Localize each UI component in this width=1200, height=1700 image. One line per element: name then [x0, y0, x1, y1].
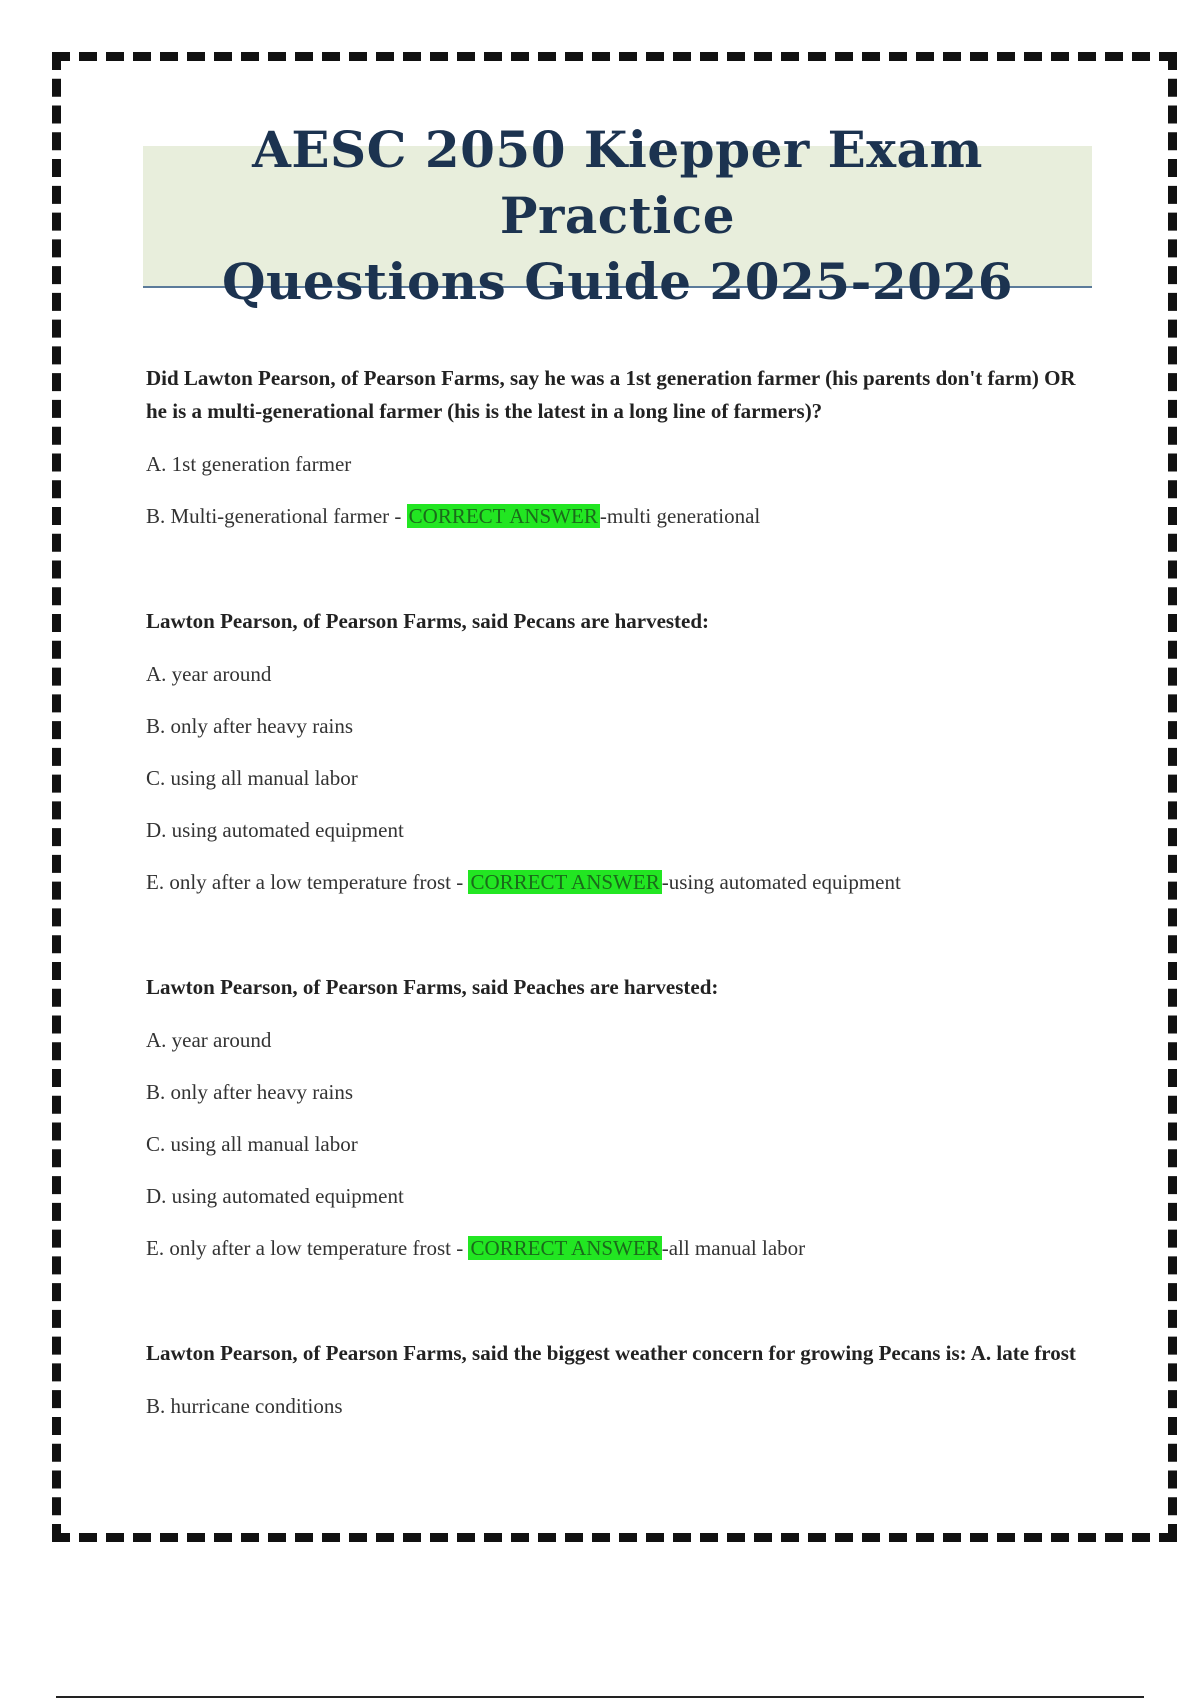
spacer: [146, 552, 1096, 605]
answer-option-text: B. Multi-generational farmer -: [146, 504, 407, 528]
spacer: [146, 918, 1096, 971]
answer-option: B. only after heavy rains: [146, 714, 354, 738]
answer-option: D. using automated equipment: [146, 818, 404, 842]
answer-option: C. using all manual labor: [146, 766, 358, 790]
title-line-1: AESC 2050 Kiepper Exam Practice: [252, 120, 983, 245]
page-title: [143, 117, 1092, 315]
answer-option: B. only after heavy rains: [146, 1080, 354, 1104]
question-block: [146, 971, 1096, 1264]
answer-option-with-key: [146, 1232, 1096, 1264]
correct-answer-text: -all manual labor: [661, 1236, 806, 1260]
questions-list: [146, 362, 1096, 1442]
footer-rule: [56, 1696, 1144, 1698]
correct-answer-highlight: CORRECT ANSWER: [408, 504, 598, 528]
answer-option-with-key: [146, 500, 1096, 532]
answer-option-with-key: [146, 866, 1096, 898]
answer-option: C. using all manual labor: [146, 1132, 358, 1156]
answer-option: B. hurricane conditions: [146, 1394, 343, 1418]
answer-option: A. 1st generation farmer: [146, 452, 352, 476]
correct-answer-text: -using automated equipment: [661, 870, 901, 894]
answer-option: A. year around: [146, 662, 272, 686]
question-text: Did Lawton Pearson, of Pearson Farms, say he was a 1st generation farmer (his parents don't farm) OR he is a multi-generational farmer (his is the latest in a long line of farmers)?: [146, 366, 1076, 423]
question-block: [146, 1337, 1096, 1422]
question-text: Lawton Pearson, of Pearson Farms, said the biggest weather concern for growing Pecans is: A. late frost: [146, 1341, 1076, 1365]
correct-answer-highlight: CORRECT ANSWER: [470, 1236, 660, 1260]
correct-answer-highlight: CORRECT ANSWER: [470, 870, 660, 894]
answer-option: A. year around: [146, 1028, 272, 1052]
question-text: Lawton Pearson, of Pearson Farms, said Peaches are harvested:: [146, 975, 719, 999]
answer-option-text: E. only after a low temperature frost -: [146, 1236, 469, 1260]
correct-answer-text: -multi generational: [599, 504, 761, 528]
spacer: [146, 1284, 1096, 1337]
question-text: Lawton Pearson, of Pearson Farms, said Pecans are harvested:: [146, 609, 710, 633]
question-block: [146, 362, 1096, 532]
question-block: [146, 605, 1096, 898]
answer-option-text: E. only after a low temperature frost -: [146, 870, 469, 894]
title-banner: [143, 120, 1092, 311]
answer-option: D. using automated equipment: [146, 1184, 404, 1208]
title-line-2: Questions Guide 2025-2026: [221, 252, 1013, 311]
